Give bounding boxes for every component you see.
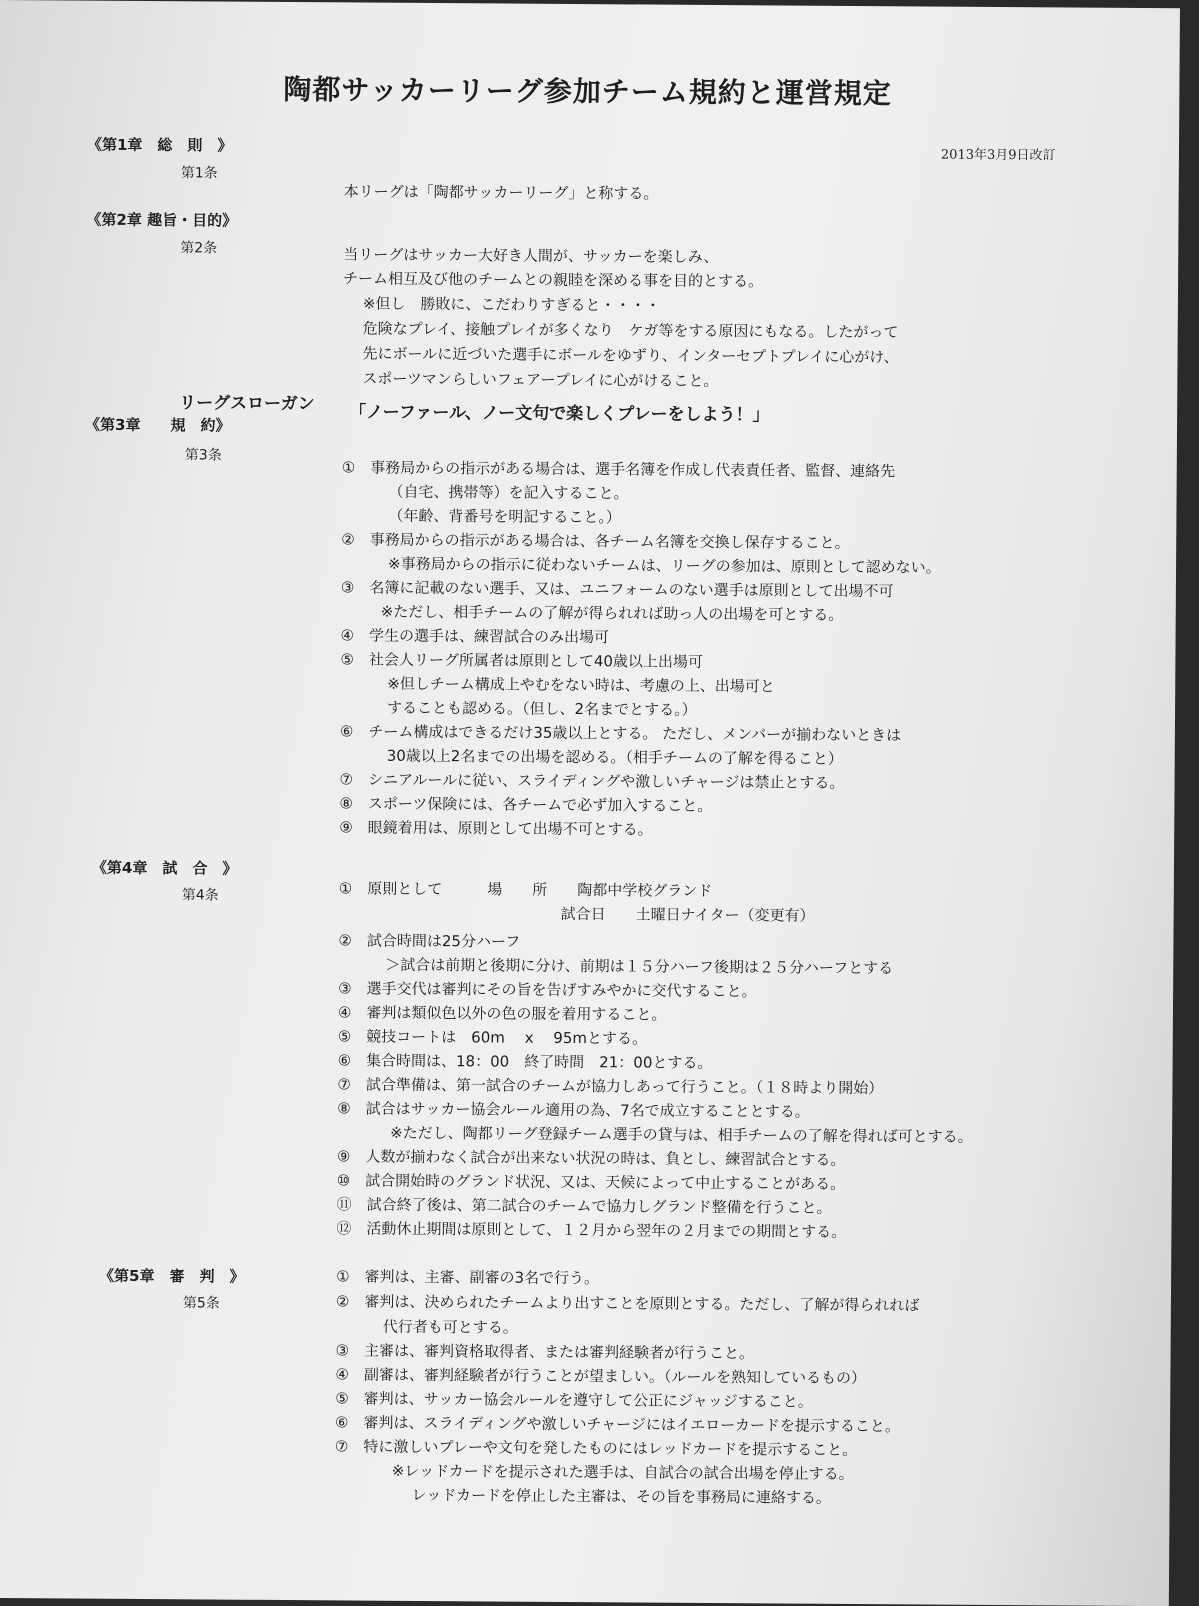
article-4-line: ① 原則として 場 所 陶都中学校グランド [338,879,713,900]
article-3-line: ⑤ 社会人リーグ所属者は原則として40歳以上出場可 [340,650,704,671]
article-3-line: ※但しチーム構成上やむをない時は、考慮の上、出場可と [387,674,775,696]
article-3-line: （年齢、背番号を明記すること。） [388,506,621,527]
article-3-line: ⑧ スポーツ保険には、各チームで必ず加入すること。 [339,794,713,815]
article-4-line: ⑤ 競技コートは 60m x 95mとする。 [337,1027,648,1048]
article-4-line: ⑪ 試合終了後は、第二試合のチームで協力しグランド整備を行うこと。 [336,1195,832,1217]
article-4-line: ⑫ 活動休止期間は原則として、１２月から翌年の２月までの期間とする。 [336,1219,847,1241]
article-5-line: ④ 副審は、審判経験者が行うことが望ましい。（ルールを熟知しているもの） [335,1365,867,1388]
article-1-label: 第1条 [180,165,218,182]
article-2-line: チーム相互及び他のチームとの親睦を深める事を目的とする。 [343,269,764,291]
article-5-label: 第5条 [182,1295,220,1312]
article-2-line: 先にボールに近づいた選手にボールをゆずり、インターセプトプレイに心がけ、 [362,344,899,367]
chapter-4-heading: 《第4章 試 合 》 [91,858,238,878]
article-3-line: ⑥ チーム構成はできるだけ35歳以上とする。 ただし、メンバーが揃わないときは [339,722,902,745]
article-1-line: 本リーグは「陶都サッカーリーグ」と称する。 [343,182,659,203]
article-5-line: ② 審判は、決められたチームより出すことを原則とする。ただし、了解が得られれば [335,1292,920,1315]
article-3-line: ※事務局からの指示に従わないチームは、リーグの参加は、原則として認めない。 [388,554,941,577]
article-2-label: 第2条 [180,240,218,257]
article-3-line: することも認める。（但し、2名までとする。） [387,698,697,719]
article-3-line: ④ 学生の選手は、練習試合のみ出場可 [340,626,610,647]
article-4-line: ⑥ 集合時間は、18：00 終了時間 21：00とする。 [337,1051,713,1072]
article-4-line: ② 試合時間は25分ハーフ [338,931,521,951]
article-4-line: ⑧ 試合はサッカー協会ルール適用の為、7名で成立することとする。 [337,1099,810,1121]
article-4-line: 試合日 土曜日ナイター（変更有） [560,904,815,925]
article-2-line: ※但し 勝敗に、こだわりすぎると・・・・ [362,294,661,315]
article-3-line: ① 事務局からの指示がある場合は、選手名簿を作成し代表責任者、監督、連絡先 [341,458,896,481]
article-3-line: ※ただし、相手チームの了解が得られれば助っ人の出場を可とする。 [380,602,844,624]
article-5-line: ⑦ 特に激しいプレーや文句を発したものにはレッドカードを提示すること。 [334,1437,858,1460]
article-5-line: ③ 主審は、審判資格取得者、または審判経験者が行うこと。 [335,1341,755,1363]
article-2-line: 危険なプレイ、接触プレイが多くなり ケガ等をする原因にもなる。したがって [362,319,899,342]
league-slogan: 「ノーファール、ノー文句で楽しくプレーをしよう！」 [349,402,770,426]
chapter-1-heading: 《第1章 総 則 》 [86,135,233,155]
article-4-line: ⑨ 人数が揃わなく試合が出来ない状況の時は、負とし、練習試合とする。 [336,1147,846,1169]
article-5-line: ⑤ 審判は、サッカー協会ルールを遵守して公正にジャッジすること。 [335,1389,813,1411]
article-3-line: ③ 名簿に記載のない選手、又は、ユニフォームのない選手は原則として出場不可 [340,578,894,601]
article-5-line: ① 審判は、主審、副審の3名で行う。 [336,1267,600,1288]
article-3-line: ② 事務局からの指示がある場合は、各チーム名簿を交換し保存すること。 [341,530,850,552]
article-4-line: ※ただし、陶都リーグ登録チーム選手の貸与は、相手チームの了解を得れば可とする。 [390,1123,973,1146]
article-4-line: ③ 選手交代は審判にその旨を告げすみやかに交代すること。 [338,979,757,1001]
article-4-line: ⑦ 試合準備は、第一試合のチームが協力しあって行うこと。（１８時より開始） [337,1075,884,1098]
document-title: 陶都サッカーリーグ参加チーム規約と運営規定 [283,72,892,111]
article-5-line: 代行者も可とする。 [382,1317,518,1337]
article-3-line: 30歳以上2名までの出場を認める。（相手チームの了解を得ること） [386,746,843,768]
article-4-line: ＞試合は前期と後期に分け、前期は１５分ハーフ後期は２５分ハーフとする [385,955,894,978]
article-5-line: レッドカードを停止した主審は、その旨を事務局に連絡する。 [411,1485,832,1507]
article-5-line: ⑥ 審判は、スライディングや激しいチャージにはイエローカードを提示すること。 [335,1413,900,1436]
article-3-label: 第3条 [184,447,222,464]
article-3-line: ⑦ シニアルールに従い、スライディングや激しいチャージは禁止とする。 [339,770,845,792]
article-5-line: ※レッドカードを提示された選手は、自試合の試合出場を停止する。 [391,1461,854,1483]
chapter-5-heading: 《第5章 審 判 》 [99,1266,245,1286]
article-3-line: （自宅、携帯等）を記入すること。 [388,482,629,503]
article-3-line: ⑨ 眼鏡着用は、原則として出場不可とする。 [339,818,653,839]
article-4-label: 第4条 [181,887,219,904]
article-2-line: スポーツマンらしいフェアープレイに心がけること。 [362,369,719,391]
slogan-label: リーグスローガン [179,393,315,415]
chapter-2-heading: 《第2章 趣旨・目的》 [86,210,238,230]
article-4-line: ⑩ 試合開始時のグランド状況、又は、天候によって中止することがある。 [336,1171,846,1193]
revision-date: 2013年3月9日改訂 [940,147,1056,164]
article-4-line: ④ 審判は類似色以外の色の服を着用すること。 [337,1003,667,1024]
article-2-line: 当リーグはサッカー大好き人間が、サッカーを楽しみ、 [343,245,719,267]
chapter-3-heading: 《第3章 規 約》 [84,415,231,435]
